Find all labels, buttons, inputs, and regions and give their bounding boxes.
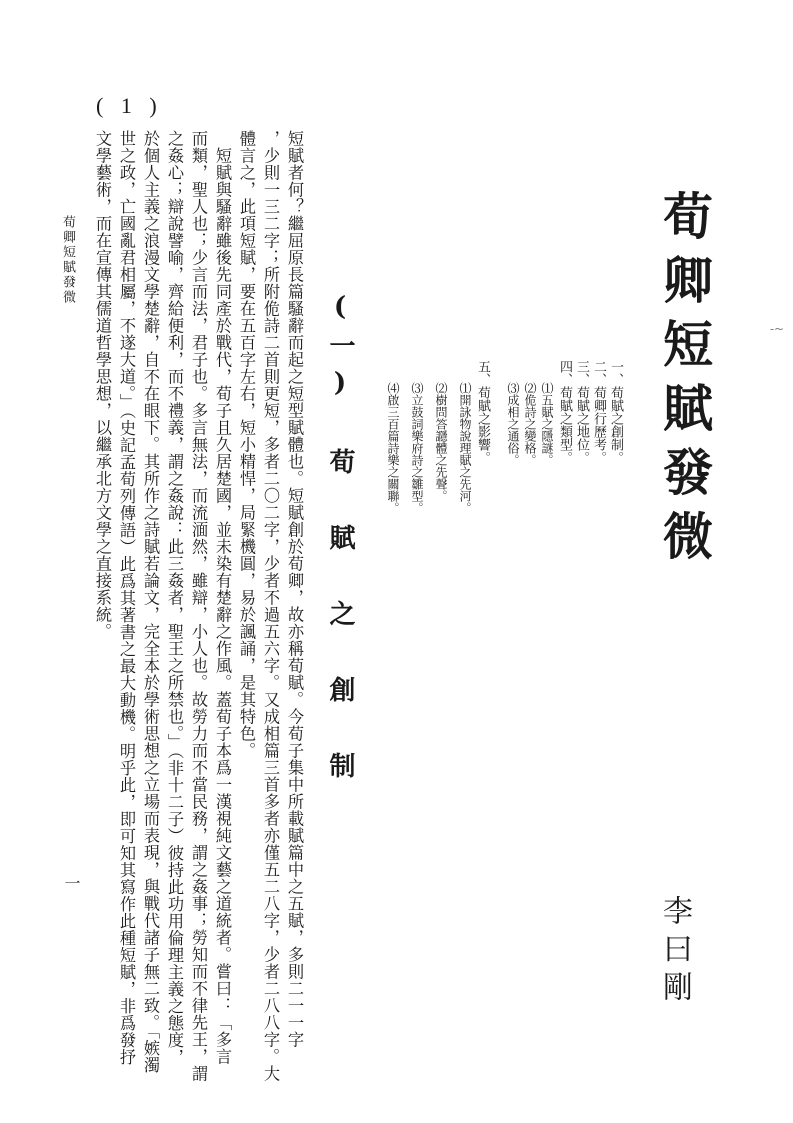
body-text-line: ，少則一三二字；所附佹詩二首則更短，多者二〇二字，少者不過五六字。又成相篇三首多者亦僅五二八字，少者二八八字。大 [261,130,280,1082]
scan-artifact: -~ [770,322,785,336]
toc-item: 一、荀賦之創制。 [608,360,623,464]
toc-item: ⑵佹詩之變格。 [523,382,537,466]
toc-item: 四、荀賦之類型。 [557,360,572,464]
body-text-line: 短賦者何？繼屈原長篇騷辭而起之短型賦體也。短賦創於荀卿，故亦稱荀賦。今荀子集中所載賦篇中之五賦，多則二一一字 [285,130,304,1048]
table-of-contents [372,360,622,560]
toc-item: ⑶成相之通俗。 [506,382,520,466]
toc-item: ⑷啟三百篇詩樂之關聯。 [386,382,400,514]
body-text-line: 而類，聖人也；少言而法，君子也。多言無法，而流湎然，雖辯，小人也。故勞力而不當民務，謂之姦事；勞知而不律先王，謂 [189,130,208,1082]
toc-item: ⑴開詠物說理賦之先河。 [458,382,472,514]
running-title: 荀卿短賦發微 [60,215,75,305]
page-number: ( 1 ) [96,93,163,118]
toc-item: 二、荀卿行歷考。 [591,360,606,464]
toc-item: ⑵樹問答讔體之先聲。 [434,382,448,502]
folio-number: 一 [62,875,81,891]
section-heading: (一) 荀 賦 之 創 制 [325,292,355,788]
body-text-line: 世之政，亡國亂君相屬，不遂大道。」（史記孟荀列傳語）此爲其著書之最大動機。明乎此，即可知其寫作此種短賦，非爲發抒 [117,130,136,1066]
toc-item: ⑶立鼓詞樂府詩之雛型。 [410,382,424,514]
body-text-line: 於個人主義之浪漫文學楚辭，自不在眼下。其所作之詩賦若論文，完全本於學術思想之立場而表現，與戰代諸子無二致。「嫉濁 [141,130,160,1074]
body-text-line: 體言之，此項短賦，要在五百字左右，短小精悍，局緊機圓，易於諷誦，是其特色。 [237,130,256,759]
author-name: 李曰剛 [657,895,692,1009]
body-text-line: 之姦心；辯說譬喻，齊給便利，而不禮義，謂之姦說：此三姦者，聖王之所禁也。」（非十二子）彼持此功用倫理主義之態度， [165,130,184,1066]
toc-item: ⑴五賦之隱謎。 [540,382,554,466]
toc-item: 三、荀賦之地位。 [574,360,589,464]
article-title: 荀卿短賦發微 [655,190,714,574]
body-text-line: 短賦與騷辭雖後先同產於戰代，荀子且久居楚國，並未染有楚辭之作風。蓋荀子本爲一漢視純文藝之道統者。嘗曰：「多言 [213,147,232,1065]
body-text-line: 文學藝術，而在宣傳其儒道哲學思想，以繼承北方文學之直接系統。 [93,130,112,640]
toc-item: 五、荀賦之影響。 [475,360,490,464]
